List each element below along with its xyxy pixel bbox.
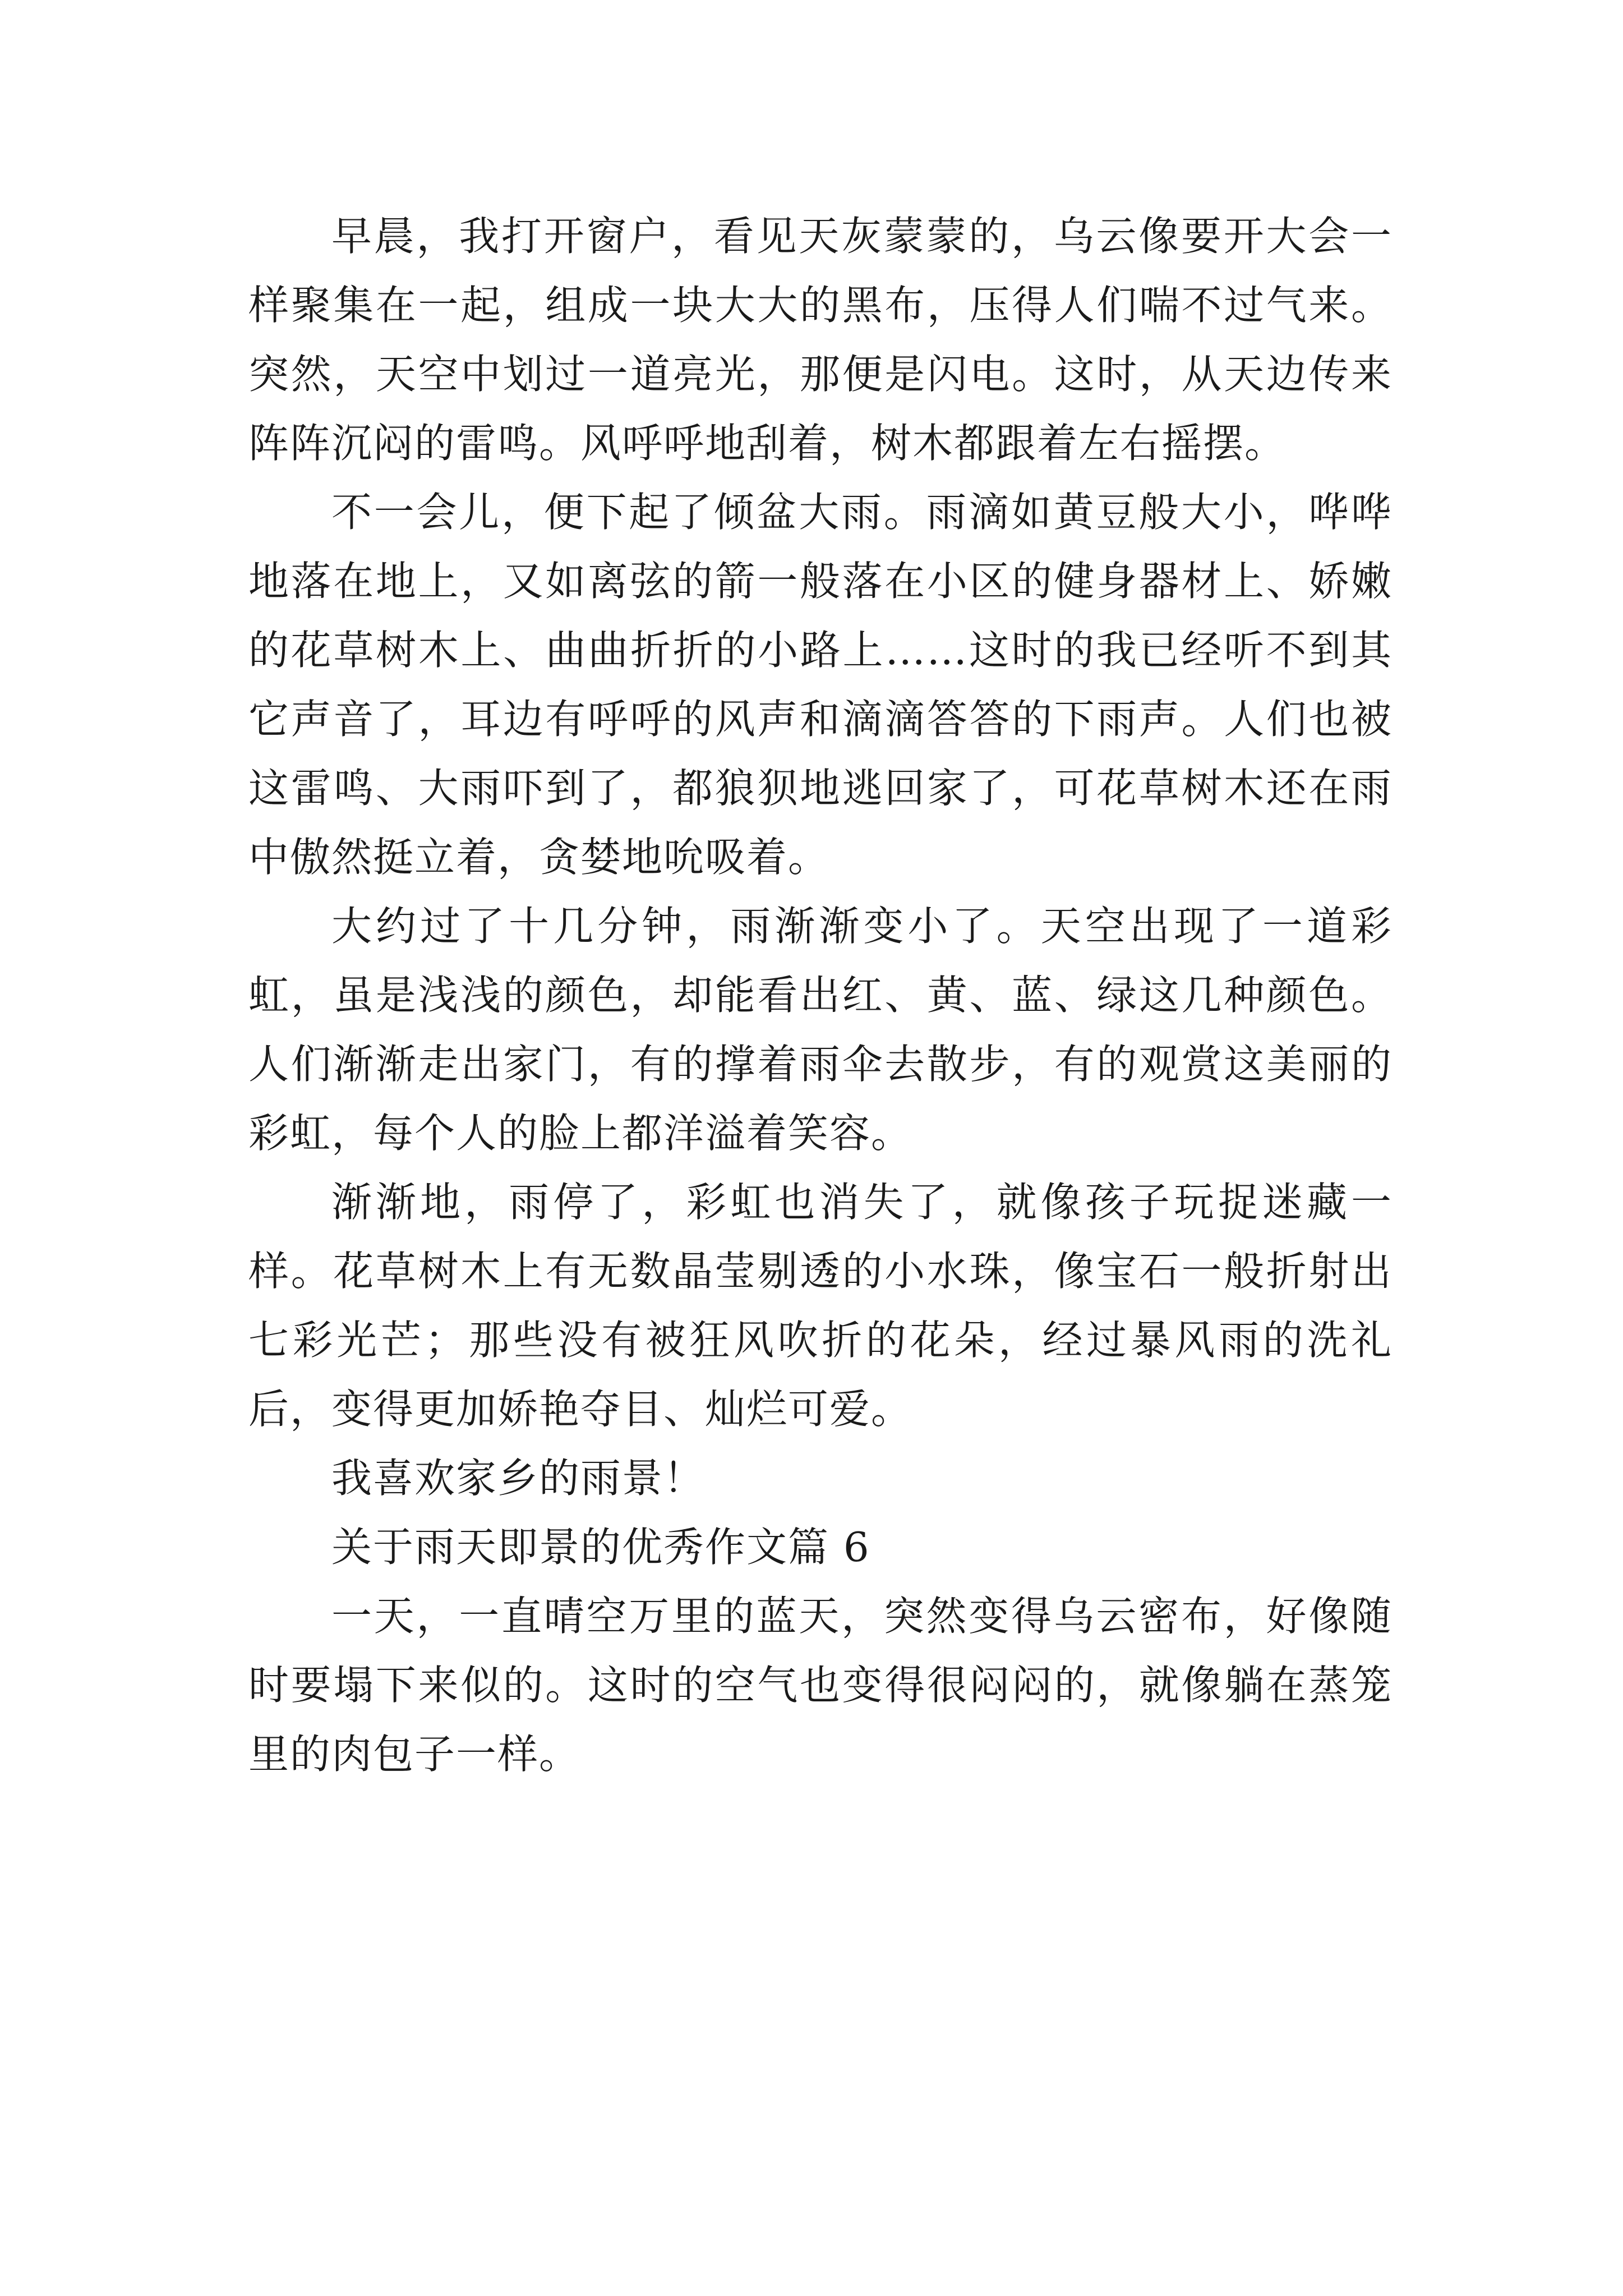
paragraph: 我喜欢家乡的雨景！ <box>331 1455 706 1502</box>
paragraph: 大约过了十几分钟，雨渐渐变小了。天空出现了一道彩虹，虽是浅浅的颜色，却能看出红、黄、蓝、绿这几种颜色。人们渐渐走出家门，有的撑着雨伞去散步，有的观赏这美丽的彩虹，每个人的脸上都洋溢着笑容。 <box>248 903 1393 1157</box>
paragraph: 不一会儿，便下起了倾盆大雨。雨滴如黄豆般大小，哗哗地落在地上，又如离弦的箭一般落在小区的健身器材上、娇嫩的花草树木上、曲曲折折的小路上……这时的我已经听不到其它声音了，耳边有呼呼的风声和滴滴答答的下雨声。人们也被这雷鸣、大雨吓到了，都狼狈地逃回家了，可花草树木还在雨中傲然挺立着，贪婪地吮吸着。 <box>248 489 1393 881</box>
paragraph: 早晨，我打开窗户，看见天灰蒙蒙的，乌云像要开大会一样聚集在一起，组成一块大大的黑布，压得人们喘不过气来。突然，天空中划过一道亮光，那便是闪电。这时，从天边传来阵阵沉闷的雷鸣。风呼呼地刮着，树木都跟着左右摇摆。 <box>248 213 1393 467</box>
section-heading: 关于雨天即景的优秀作文篇 6 <box>331 1524 870 1571</box>
document-body <box>248 202 1393 1789</box>
paragraph: 一天，一直晴空万里的蓝天，突然变得乌云密布，好像随时要塌下来似的。这时的空气也变得很闷闷的，就像躺在蒸笼里的肉包子一样。 <box>248 1593 1393 1778</box>
paragraph: 渐渐地，雨停了，彩虹也消失了，就像孩子玩捉迷藏一样。花草树木上有无数晶莹剔透的小水珠，像宝石一般折射出七彩光芒；那些没有被狂风吹折的花朵，经过暴风雨的洗礼后，变得更加娇艳夺目、灿烂可爱。 <box>248 1179 1393 1433</box>
